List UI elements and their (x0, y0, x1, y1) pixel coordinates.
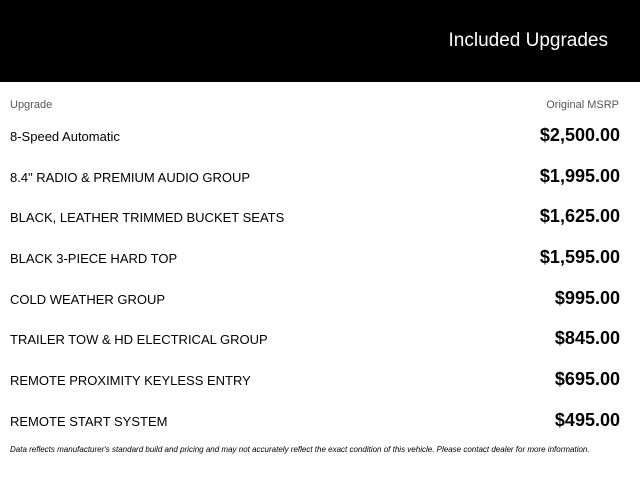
upgrade-price: $1,595.00 (539, 247, 620, 268)
upgrade-price: $995.00 (554, 287, 620, 308)
upgrade-name: REMOTE START SYSTEM (10, 413, 168, 429)
upgrade-name: BLACK 3-PIECE HARD TOP (10, 251, 178, 267)
upgrade-row (10, 319, 620, 360)
upgrade-list (10, 116, 620, 442)
column-header-msrp: Original MSRP (546, 99, 619, 111)
column-headers (10, 99, 620, 113)
upgrade-row (10, 279, 620, 320)
disclaimer-text: Data reflects manufacturer's standard build and pricing and may not accurately reflect the exact condition of this vehicle. Please contact dealer for more information. (10, 445, 590, 454)
upgrade-row (10, 360, 620, 401)
upgrade-price: $495.00 (554, 409, 620, 430)
upgrade-price: $2,500.00 (539, 125, 620, 145)
upgrade-name: TRAILER TOW & HD ELECTRICAL GROUP (10, 332, 268, 348)
upgrade-row (10, 116, 620, 157)
upgrade-name: 8.4" RADIO & PREMIUM AUDIO GROUP (10, 169, 251, 185)
upgrade-name: 8-Speed Automatic (10, 129, 120, 144)
header-bar (0, 0, 640, 82)
upgrade-name: COLD WEATHER GROUP (10, 291, 166, 307)
upgrade-price: $1,625.00 (539, 206, 620, 227)
upgrade-row (10, 157, 620, 198)
upgrade-row (10, 238, 620, 279)
column-header-upgrade: Upgrade (10, 99, 53, 111)
upgrade-price: $1,995.00 (539, 165, 620, 186)
page-title: Included Upgrades (448, 30, 608, 51)
upgrade-name: REMOTE PROXIMITY KEYLESS ENTRY (10, 373, 251, 389)
upgrade-name: BLACK, LEATHER TRIMMED BUCKET SEATS (10, 210, 285, 226)
upgrade-row (10, 401, 620, 442)
upgrade-price: $695.00 (554, 369, 620, 390)
upgrade-row (10, 197, 620, 238)
upgrade-price: $845.00 (554, 328, 620, 349)
